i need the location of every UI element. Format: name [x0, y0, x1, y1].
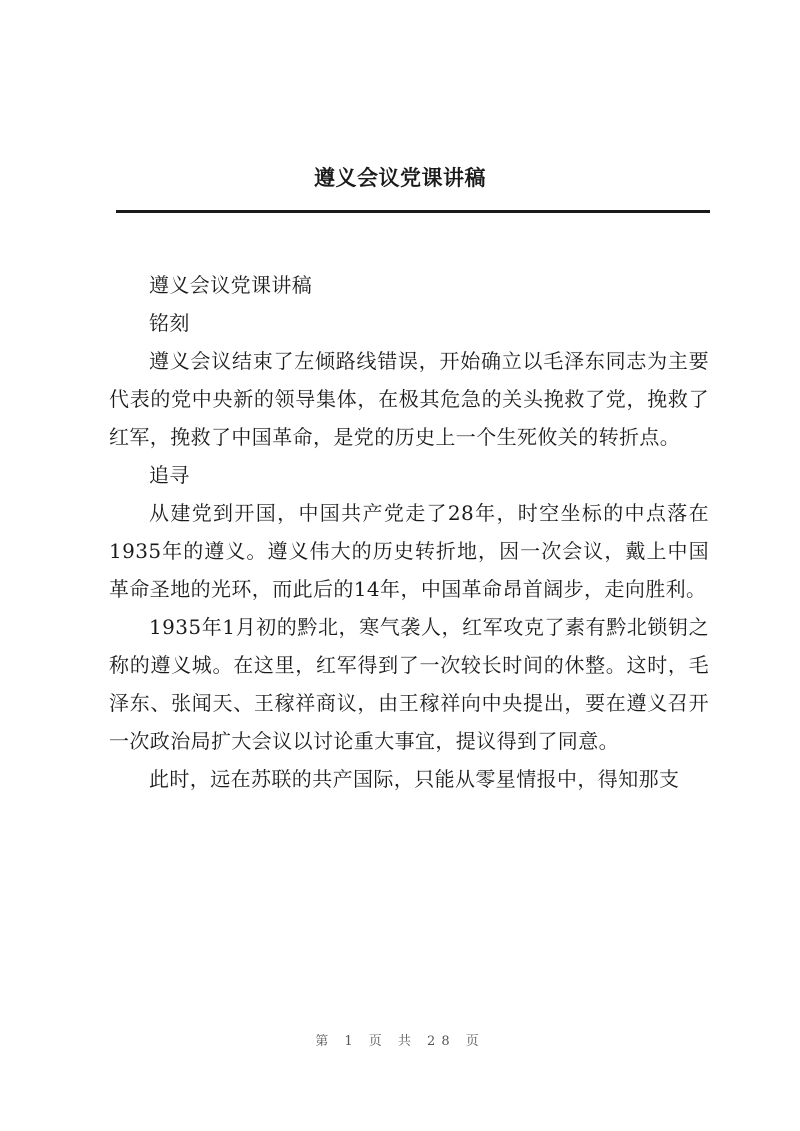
section-label-mingke: 铭刻 [149, 311, 190, 335]
document-body [109, 266, 709, 798]
page-title: 遵义会议党课讲稿 [314, 166, 486, 190]
paragraph: 此时，远在苏联的共产国际，只能从零星情报中，得知那支 [149, 767, 680, 791]
paragraph: 1935年1月初的黔北，寒气袭人，红军攻克了素有黔北锁钥之称的遵义城。在这里，红军得到了一次较长时间的休整。这时，毛泽东、张闻天、王稼祥商议，由王稼祥向中央提出，要在遵义召开一次政治局扩大会议以讨论重大事宜，提议得到了同意。 [109, 615, 709, 753]
paragraph-heading: 遵义会议党课讲稿 [149, 273, 313, 297]
title-divider [116, 210, 710, 213]
section-label-zhuixun: 追寻 [149, 463, 190, 487]
page-footer: 第 1 页 共 28 页 [315, 1034, 485, 1049]
paragraph: 从建党到开国，中国共产党走了28年，时空坐标的中点落在1935年的遵义。遵义伟大的历史转折地，因一次会议，戴上中国革命圣地的光环，而此后的14年，中国革命昂首阔步，走向胜利。 [109, 501, 709, 601]
paragraph: 遵义会议结束了左倾路线错误，开始确立以毛泽东同志为主要代表的党中央新的领导集体，在极其危急的关头挽救了党，挽救了红军，挽救了中国革命，是党的历史上一个生死攸关的转折点。 [109, 349, 709, 449]
